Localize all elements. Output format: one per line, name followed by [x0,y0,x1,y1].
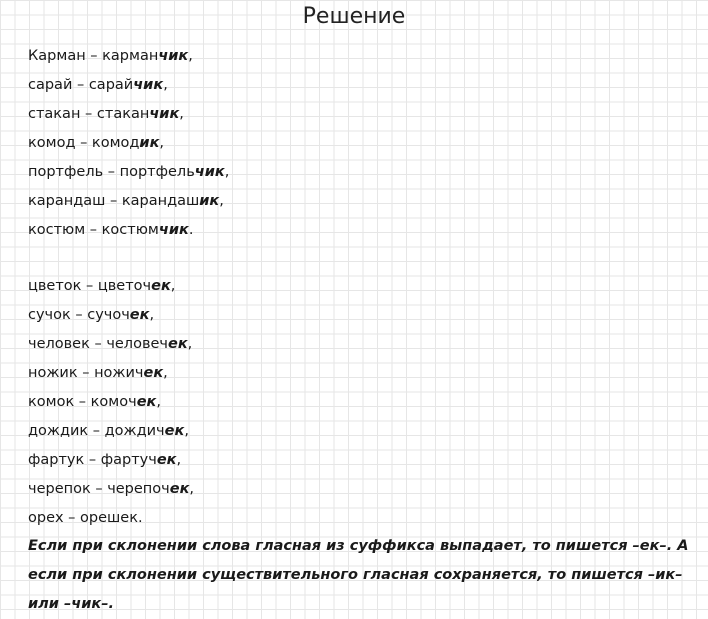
suffix: чик [158,222,189,238]
suffix: чик [133,77,164,93]
word-line: комок – комочек, [28,394,161,410]
suffix: ек [156,452,177,468]
suffix: ек [136,394,157,410]
word-list-ik-chik [28,44,229,247]
suffix: ек [169,481,190,497]
word-line: сарай – сарайчик, [28,77,168,93]
word-line: сучок – сучочек, [28,307,155,323]
suffix: чик [149,106,180,122]
word-line: костюм – костюмчик. [28,222,194,238]
word-line: цветок – цветочек, [28,278,176,294]
suffix: ек [151,278,171,294]
suffix: ек [143,365,164,381]
word-line: карандаш – карандашик, [28,193,224,209]
rule-text: Если при склонении слова гласная из суффикса выпадает, то пишется –ек–. А если при склонении существительного гласная сохраняется, то пишется –ик– или –чик–. [28,538,689,612]
suffix: чик [158,48,189,64]
word-line: ножик – ножичек, [28,365,168,381]
word-line: комод – комодик, [28,135,165,151]
suffix: ик [199,193,220,209]
suffix: ек [164,423,185,439]
word-line: человек – человечек, [28,336,193,352]
suffix: ек [129,307,150,323]
word-line: стакан – стаканчик, [28,106,184,122]
word-line: Карман – карманчик, [28,48,193,64]
word-line: портфель – портфельчик, [28,164,230,180]
word-line: черепок – черепочек, [28,481,195,497]
page-title: Решение [302,4,406,29]
suffix: чик [194,164,225,180]
word-list-ek [28,274,194,535]
suffix: ек [167,336,188,352]
suffix: ик [139,135,160,151]
word-line: орех – орешек. [28,510,143,526]
word-line: фартук – фартучек, [28,452,182,468]
word-line: дождик – дождичек, [28,423,189,439]
